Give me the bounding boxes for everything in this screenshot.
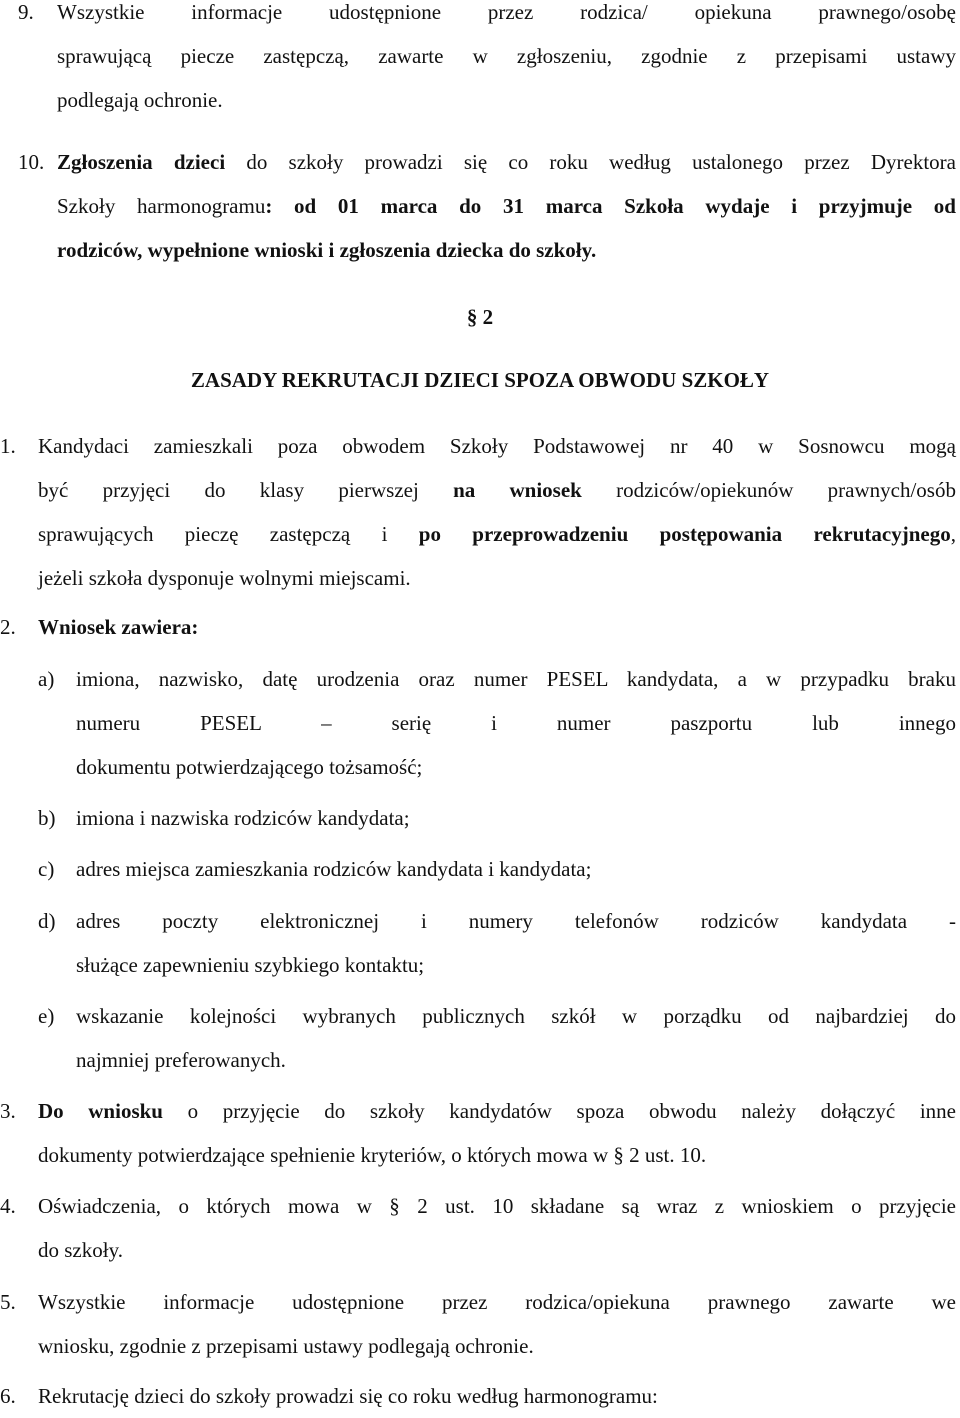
bold-text: : od 01 marca do 31 marca Szkoła wydaje i przyjmuje od [265, 194, 956, 218]
section-title: ZASADY REKRUTACJI DZIECI SPOZA OBWODU SZKOŁY [190, 368, 770, 392]
text-line: sprawującą piecze zastępczą, zawarte w zgłoszeniu, zgodnie z przepisami ustawy [57, 44, 956, 68]
section-sign: § 2 [466, 305, 494, 329]
text-line: dokumenty potwierdzające spełnienie kryteriów, o których mowa w § 2 ust. 10. [38, 1143, 707, 1167]
text-line: numeru PESEL – serię i numer paszportu lub innego [76, 711, 956, 735]
text-line: Rekrutację dzieci do szkoły prowadzi się co roku według harmonogramu: [38, 1384, 658, 1408]
text-line [57, 184, 956, 228]
text-line [57, 140, 956, 184]
text-line [38, 1089, 956, 1133]
bold-text: po przeprowadzeniu postępowania rekrutacyjnego [418, 522, 951, 546]
point-number: 2. [0, 615, 16, 639]
text-line: jeżeli szkoła dysponuje wolnymi miejscami. [38, 566, 411, 590]
text-segment: sprawujących pieczę zastępczą i [38, 522, 419, 546]
text-line: wniosku, zgodnie z przepisami ustawy podlegają ochronie. [38, 1334, 534, 1358]
text-line: adres miejsca zamieszkania rodziców kandydata i kandydata; [76, 857, 592, 881]
point-label: Wniosek zawiera: [38, 615, 199, 639]
list-item-label: b) [38, 806, 56, 830]
text-line: Wszystkie informacje udostępnione przez rodzica/ opiekuna prawnego/osobę [57, 0, 956, 24]
text-line: dokumentu potwierdzającego tożsamość; [76, 755, 423, 779]
text-line [38, 468, 956, 512]
text-line: do szkoły. [38, 1238, 123, 1262]
text-segment: , [950, 522, 956, 546]
text-line: służące zapewnieniu szybkiego kontaktu; [76, 953, 425, 977]
list-item-label: e) [38, 1004, 55, 1028]
list-item-label: a) [38, 667, 55, 691]
paragraph-number: 10. [18, 150, 45, 174]
text-line: Oświadczenia, o których mowa w § 2 ust. 10 składane są wraz z wnioskiem o przyjęcie [38, 1194, 956, 1218]
text-line [57, 228, 956, 272]
point-number: 3. [0, 1099, 16, 1123]
text-line: adres poczty elektronicznej i numery telefonów rodziców kandydata - [76, 909, 956, 933]
text-segment: o przyjęcie do szkoły kandydatów spoza obwodu należy dołączyć inne [162, 1099, 956, 1123]
point-number: 1. [0, 434, 16, 458]
text-line: najmniej preferowanych. [76, 1048, 286, 1072]
point-number: 6. [0, 1384, 16, 1408]
point-number: 4. [0, 1194, 16, 1218]
text-line: imiona i nazwiska rodziców kandydata; [76, 806, 410, 830]
paragraph-number: 9. [18, 0, 34, 24]
point-number: 5. [0, 1290, 16, 1314]
list-item-label: c) [38, 857, 55, 881]
text-line: Wszystkie informacje udostępnione przez rodzica/opiekuna prawnego zawarte we [38, 1290, 956, 1314]
bold-text: rodziców, wypełnione wnioski i zgłoszenia dziecka do szkoły. [57, 238, 597, 262]
text-line [38, 512, 956, 556]
bold-text: Do wniosku [38, 1099, 163, 1123]
text-segment: Szkoły harmonogramu [57, 194, 266, 218]
text-segment: rodziców/opiekunów prawnych/osób [581, 478, 956, 502]
text-line: imiona, nazwisko, datę urodzenia oraz numer PESEL kandydata, a w przypadku braku [76, 667, 956, 691]
text-line: Kandydaci zamieszkali poza obwodem Szkoły Podstawowej nr 40 w Sosnowcu mogą [38, 434, 956, 458]
text-line: podlegają ochronie. [57, 88, 223, 112]
text-segment: być przyjęci do klasy pierwszej [38, 478, 454, 502]
text-segment: do szkoły prowadzi się co roku według ustalonego przez Dyrektora [225, 150, 956, 174]
text-line: wskazanie kolejności wybranych publicznych szkół w porządku od najbardziej do [76, 1004, 956, 1028]
bold-text: na wniosek [453, 478, 582, 502]
bold-text: Zgłoszenia dzieci [57, 150, 226, 174]
list-item-label: d) [38, 909, 56, 933]
